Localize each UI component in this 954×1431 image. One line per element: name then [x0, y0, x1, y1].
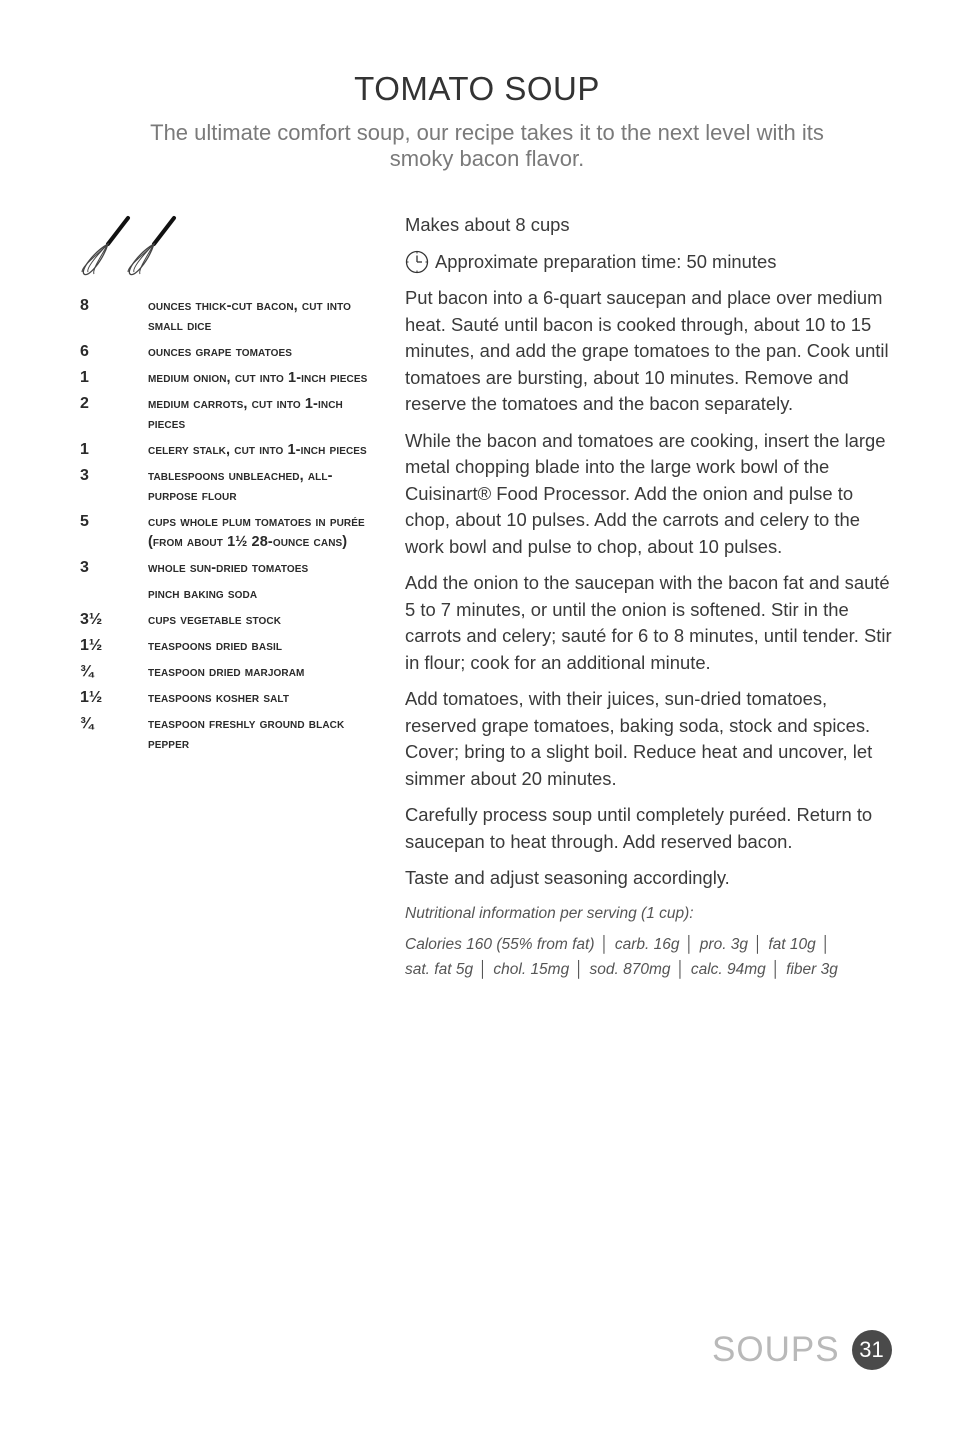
instruction-step: Add tomatoes, with their juices, sun-dried tomatoes, reserved grape tomatoes, baking soda, stock and spices. Cover; bring to a slight boil. Reduce heat and uncover, let simmer about 20 minutes. [405, 688, 873, 789]
divider: │ [771, 960, 781, 978]
divider: │ [675, 960, 686, 978]
ingredient-quantity: 3 [80, 559, 89, 576]
recipe-title: TOMATO SOUP [354, 70, 600, 107]
ingredient-description: medium onion, cut into 1-inch pieces [148, 370, 368, 386]
nutrition-item: carb. 16g [614, 935, 680, 953]
divider: │ [753, 935, 764, 953]
ingredient-item [80, 512, 380, 552]
instructions-column [405, 212, 895, 982]
recipe-subtitle: The ultimate comfort soup, our recipe takes it to the next level with its smoky bacon flavor. [150, 120, 824, 171]
ingredient-description: ounces grape tomatoes [148, 344, 293, 360]
ingredient-list [80, 296, 380, 760]
instruction-step: While the bacon and tomatoes are cooking, insert the large metal chopping blade into the large work bowl of the Cuisinart® Food Processor. Add the onion and pulse to chop, about 10 pulses. Add the carrots and celery to the work bowl and pulse to chop, about 10 pulses. [405, 429, 886, 557]
instruction-step: Taste and adjust seasoning accordingly. [405, 867, 730, 888]
ingredient-item [80, 714, 380, 754]
ingredient-description: teaspoon dried marjoram [148, 664, 305, 680]
divider: │ [821, 935, 831, 953]
ingredient-description: ounces thick-cut bacon, cut into small dice [148, 298, 351, 334]
ingredient-description: teaspoons dried basil [148, 638, 283, 654]
ingredient-description: teaspoon freshly ground black pepper [148, 716, 345, 752]
ingredient-description: cups vegetable stock [148, 612, 282, 628]
ingredient-quantity: 3 [80, 467, 89, 484]
nutrition-item: pro. 3g [699, 935, 749, 953]
nutrition-facts [405, 932, 895, 982]
ingredient-item [80, 466, 380, 506]
ingredient-quantity [80, 584, 148, 604]
nutrition-item: fat 10g [768, 935, 816, 953]
ingredient-quantity: ¾ [80, 663, 94, 680]
ingredient-description: teaspoons kosher salt [148, 690, 290, 706]
instruction-step: Add the onion to the saucepan with the bacon fat and sauté 5 to 7 minutes, or until the onion is softened. Stir in the carrots and celery; sauté for 6 to 8 minutes, until tender. Stir in flour; cook for an additional minute. [405, 572, 892, 673]
prep-time [405, 249, 895, 276]
ingredient-quantity: 1½ [80, 689, 103, 706]
yield-text: Makes about 8 cups [405, 214, 570, 235]
ingredient-item [80, 558, 380, 578]
nutrition-item: fiber 3g [786, 960, 838, 978]
nutrition-item: sod. 870mg [589, 960, 671, 978]
clock-icon [405, 250, 429, 274]
ingredient-quantity: ¾ [80, 715, 94, 732]
nutrition-item: Calories 160 (55% from fat) [405, 935, 595, 953]
ingredient-quantity: 6 [80, 343, 89, 360]
ingredient-quantity: 8 [80, 297, 89, 314]
ingredient-item [80, 662, 380, 682]
ingredient-item [80, 342, 380, 362]
ingredient-description: pinch baking soda [148, 586, 258, 602]
whisk-icon [128, 218, 174, 275]
divider: │ [478, 960, 489, 978]
ingredient-quantity: 2 [80, 395, 89, 412]
divider: │ [684, 935, 695, 953]
divider: │ [574, 960, 585, 978]
instruction-step: Carefully process soup until completely puréed. Return to saucepan to heat through. Add reserved bacon. [405, 804, 873, 852]
page-footer [712, 1330, 892, 1370]
ingredient-quantity: 5 [80, 513, 89, 530]
ingredient-description: medium carrots, cut into 1-inch pieces [148, 396, 343, 432]
ingredient-item [80, 688, 380, 708]
nutrition-label: Nutritional information per serving (1 cup): [405, 904, 694, 922]
difficulty-whisks [78, 214, 178, 280]
ingredient-item [80, 440, 380, 460]
nutrition-item: chol. 15mg [493, 960, 570, 978]
ingredient-quantity: 3½ [80, 611, 103, 628]
ingredient-item [80, 368, 380, 388]
ingredient-item [80, 610, 380, 630]
page-number: 31 [852, 1330, 892, 1370]
ingredient-description: whole sun-dried tomatoes [148, 560, 309, 576]
nutrition-item: calc. 94mg [690, 960, 766, 978]
ingredient-quantity: 1 [80, 441, 89, 458]
nutrition-item: sat. fat 5g [405, 960, 474, 978]
ingredient-description: celery stalk, cut into 1-inch pieces [148, 442, 367, 458]
ingredient-item [80, 636, 380, 656]
whisk-icon [82, 218, 128, 275]
instruction-step: Put bacon into a 6-quart saucepan and place over medium heat. Sauté until bacon is cooked through, about 10 to 15 minutes, and add the grape tomatoes to the pan. Cook until tomatoes are bursting, about 10 minutes. Remove and reserve the tomatoes and the bacon separately. [405, 287, 889, 414]
prep-time-text: Approximate preparation time: 50 minutes [435, 250, 777, 272]
ingredient-description: cups whole plum tomatoes in purée (from about 1½ 28-ounce cans) [148, 514, 365, 550]
ingredient-description: tablespoons unbleached, all-purpose flour [148, 468, 333, 504]
ingredient-quantity: 1 [80, 369, 89, 386]
ingredient-item [80, 584, 380, 604]
ingredient-item [80, 296, 380, 336]
ingredient-quantity: 1½ [80, 637, 103, 654]
divider: │ [599, 935, 610, 953]
section-label: SOUPS [712, 1330, 840, 1369]
ingredient-item [80, 394, 380, 434]
